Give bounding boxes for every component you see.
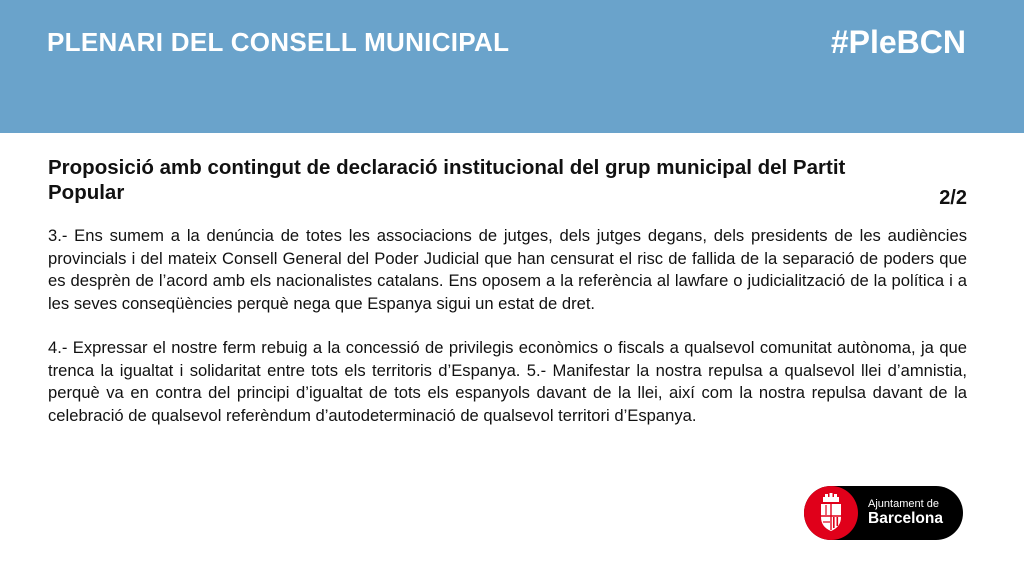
slide-body <box>48 225 967 427</box>
paragraph-3: 3.- Ens sumem a la denúncia de totes les associacions de jutges, dels jutges degans, dels presidents de les audiències provincials i del mateix Consell General del Poder Judicial que han censurat el risc de fallida de la separació de poders que es desprèn de l’acord amb els nacionalistes catalans. Ens oposem a la referència al lawfare o judicialització de la política i a les seves conseqüències perquè nega que Espanya sigui un estat de dret. <box>48 226 967 313</box>
header-banner <box>0 0 1024 133</box>
ajuntament-logo <box>804 486 963 540</box>
logo-text-line1: Ajuntament de <box>868 498 939 510</box>
logo-text-line2: Barcelona <box>868 510 943 527</box>
header-title: PLENARI DEL CONSELL MUNICIPAL <box>47 27 510 57</box>
barcelona-coat-of-arms-icon <box>804 486 858 540</box>
header-hashtag: #PleBCN <box>830 24 966 60</box>
page-indicator: 2/2 <box>939 187 967 209</box>
slide-title: Proposició amb contingut de declaració institucional del grup municipal del Partit Popular <box>48 156 846 204</box>
paragraph-4-5: 4.- Expressar el nostre ferm rebuig a la concessió de privilegis econòmics o fiscals a qualsevol comunitat autònoma, ja que trenca la igualtat i solidaritat entre tots els territoris d’Espanya. 5.- Manifestar la nostra repulsa a qualsevol llei d’amnistia, perquè va en contra del principi d’igualtat de tots els espanyols davant de la llei, així com la nostra repulsa davant de la celebració de qualsevol referèndum d’autodeterminació de qualsevol territori d’Espanya. <box>48 338 967 425</box>
